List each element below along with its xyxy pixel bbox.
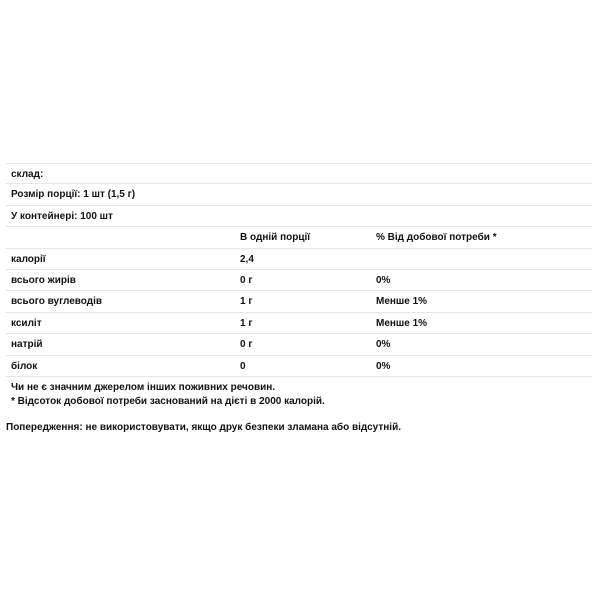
composition-row bbox=[6, 163, 592, 184]
nutrient-amount: 1 г bbox=[240, 296, 253, 308]
nutrient-row bbox=[6, 291, 592, 312]
nutrient-row bbox=[6, 313, 592, 334]
nutrient-name: натрій bbox=[11, 339, 43, 351]
daily-value-header: % Від добової потреби * bbox=[376, 232, 497, 244]
warning-text: Попередження: не використовувати, якщо друк безпеки зламана або відсутній. bbox=[6, 422, 401, 433]
nutrient-daily-value: 0% bbox=[376, 360, 391, 372]
nutrient-amount: 2,4 bbox=[240, 253, 254, 265]
footnote-source: Чи не є значним джерелом інших поживних речовин. bbox=[11, 382, 276, 393]
serving-size: Розмір порції: 1 шт (1,5 г) bbox=[11, 189, 136, 201]
serving-size-row bbox=[6, 184, 592, 205]
nutrient-daily-value: Менше 1% bbox=[376, 317, 428, 329]
per-container-row bbox=[6, 206, 592, 227]
nutrient-amount: 1 г bbox=[240, 317, 253, 329]
composition-label: склад: bbox=[11, 169, 44, 180]
nutrient-name: всього жирів bbox=[11, 274, 76, 286]
nutrient-row bbox=[6, 270, 592, 291]
nutrient-amount: 0 г bbox=[240, 339, 253, 351]
supplement-facts-table bbox=[6, 163, 592, 377]
nutrient-amount: 0 bbox=[240, 360, 246, 372]
nutrient-row bbox=[6, 249, 592, 270]
per-serving-header: В одній порції bbox=[240, 232, 311, 244]
nutrient-row bbox=[6, 356, 592, 377]
footnote-daily-value: * Відсоток добової потреби заснований на дієті в 2000 калорій. bbox=[11, 396, 325, 407]
per-container: У контейнері: 100 шт bbox=[11, 210, 113, 222]
nutrient-daily-value: 0% bbox=[376, 274, 391, 286]
nutrient-row bbox=[6, 334, 592, 355]
column-header-row bbox=[6, 227, 592, 248]
footnotes bbox=[11, 381, 325, 409]
nutrient-name: калорії bbox=[11, 253, 46, 265]
nutrient-name: всього вуглеводів bbox=[11, 296, 103, 308]
nutrient-daily-value: 0% bbox=[376, 339, 391, 351]
nutrient-daily-value: Менше 1% bbox=[376, 296, 428, 308]
nutrient-amount: 0 г bbox=[240, 274, 253, 286]
nutrient-name: білок bbox=[11, 360, 38, 372]
nutrient-name: ксиліт bbox=[11, 317, 42, 329]
